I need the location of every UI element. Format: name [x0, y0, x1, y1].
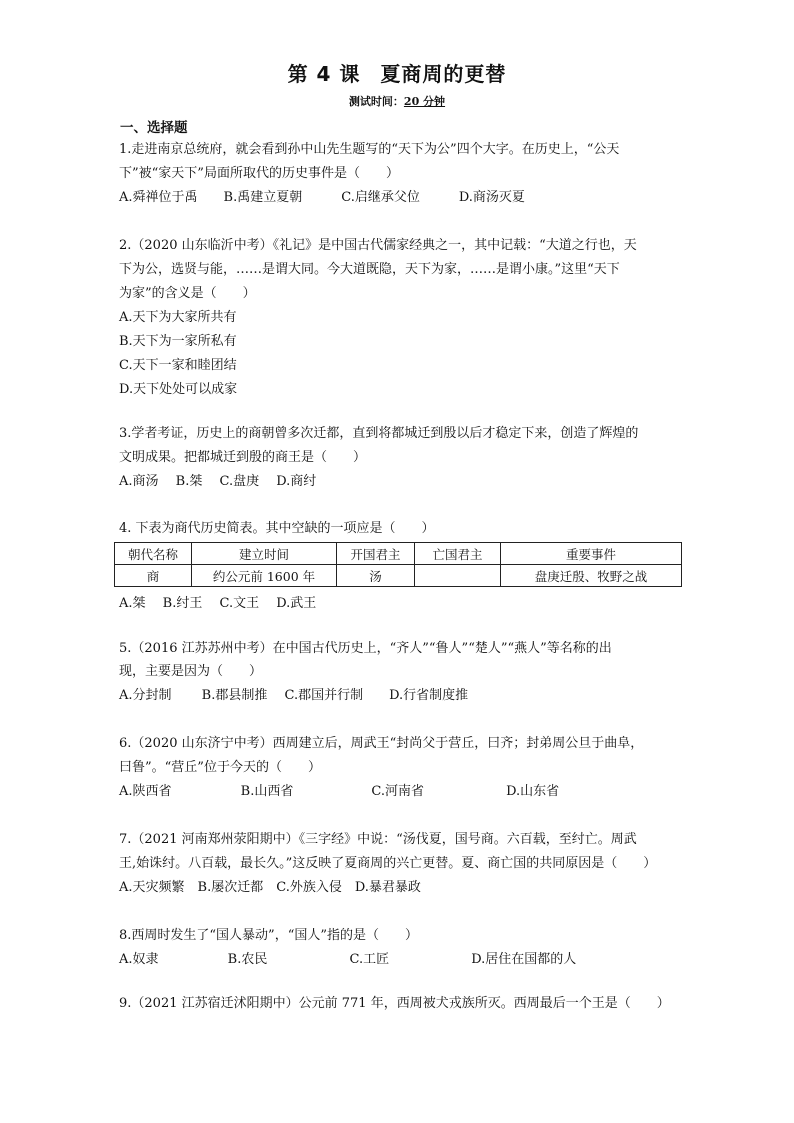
question-1-options: A.舜禅位于禹 B.禹建立夏朝 C.启继承父位 D.商汤灭夏: [119, 190, 525, 205]
question-6-line-1: 6.（2020 山东济宁中考）西周建立后，周武王“封尚父于营丘，曰齐；封弟周公旦于曲阜，: [119, 736, 644, 751]
table-cell: 商: [115, 565, 192, 587]
section-heading: 一、选择题: [120, 120, 188, 136]
question-8-options: A.奴隶 B.农民 C.工匠 D.居住在国都的人: [119, 952, 577, 967]
question-5-options: A.分封制 B.郡县制推 C.郡国并行制 D.行省制度推: [119, 688, 469, 703]
question-1-line-2: 下”被“家天下”局面所取代的历史事件是（ ）: [119, 166, 399, 181]
question-4-line-1: 4. 下表为商代历史简表。其中空缺的一项应是（ ）: [119, 521, 435, 536]
test-time: [0, 93, 794, 109]
test-time-value: 20 分钟: [403, 95, 446, 108]
test-time-label: 测试时间：: [348, 95, 404, 108]
page-title: [0, 58, 794, 87]
question-9-line-1: 9.（2021 江苏宿迁沭阳期中）公元前 771 年，西周被犬戎族所灭。西周最后一个王是（ ）: [119, 996, 670, 1011]
table-cell-blank: [415, 565, 501, 587]
question-5-line-2: 现，主要是因为（ ）: [119, 664, 263, 679]
question-2-line-2: 下为公，选贤与能，……是谓大同。今大道既隐，天下为家，……是谓小康。”这里“天下: [119, 262, 620, 277]
history-table: [114, 542, 682, 587]
question-2-option-c: C.天下一家和睦团结: [119, 358, 237, 373]
question-3-options: A.商汤 B.桀 C.盘庚 D.商纣: [119, 474, 317, 489]
question-6-line-2: 曰鲁”。“营丘”位于今天的（ ）: [119, 760, 321, 775]
question-4-options: A.桀 B.纣王 C.文王 D.武王: [119, 596, 317, 611]
lesson-title: 夏商周的更替: [380, 62, 507, 86]
question-2-option-a: A.天下为大家所共有: [119, 310, 237, 325]
table-cell: 约公元前 1600 年: [192, 565, 337, 587]
question-2-line-1: 2.（2020 山东临沂中考）《礼记》是中国古代儒家经典之一，其中记载：“大道之行也，天: [119, 238, 637, 253]
table-header-cell: 亡国君主: [415, 543, 501, 565]
lesson-number: 第 4 课: [287, 62, 361, 86]
table-header-cell: 重要事件: [501, 543, 682, 565]
table-header-cell: 朝代名称: [115, 543, 192, 565]
question-7-options: A.天灾频繁 B.屡次迁都 C.外族入侵 D.暴君暴政: [119, 880, 421, 895]
table-header-cell: 开国君主: [337, 543, 415, 565]
question-5-line-1: 5.（2016 江苏苏州中考）在中国古代历史上，“齐人”“鲁人”“楚人”“燕人”等名称的出: [119, 641, 612, 656]
question-1-line-1: 1.走进南京总统府，就会看到孙中山先生题写的“天下为公”四个大字。在历史上，“公天: [119, 142, 620, 157]
table-header-row: [115, 543, 682, 565]
table-header-cell: 建立时间: [192, 543, 337, 565]
table-cell: 盘庚迁殷、牧野之战: [501, 565, 682, 587]
table-cell: 汤: [337, 565, 415, 587]
question-2-line-3: 为家”的含义是（ ）: [119, 286, 256, 301]
table-row: [115, 565, 682, 587]
question-7-line-2: 王,始诛纣。八百载，最长久。”这反映了夏商周的兴亡更替。夏、商亡国的共同原因是（ ）: [119, 856, 657, 871]
question-3-line-1: 3.学者考证，历史上的商朝曾多次迁都，直到将都城迁到殷以后才稳定下来，创造了辉煌的: [119, 426, 639, 441]
question-8-line-1: 8.西周时发生了“国人暴动”，“国人”指的是（ ）: [119, 928, 418, 943]
question-2-option-b: B.天下为一家所私有: [119, 334, 237, 349]
question-6-options: A.陕西省 B.山西省 C.河南省 D.山东省: [119, 784, 560, 799]
question-2-option-d: D.天下处处可以成家: [119, 382, 238, 397]
question-3-line-2: 文明成果。把都城迁到殷的商王是（ ）: [119, 450, 367, 465]
question-7-line-1: 7.（2021 河南郑州荥阳期中）《三字经》中说：“汤伐夏，国号商。六百载，至纣亡。周武: [119, 832, 637, 847]
